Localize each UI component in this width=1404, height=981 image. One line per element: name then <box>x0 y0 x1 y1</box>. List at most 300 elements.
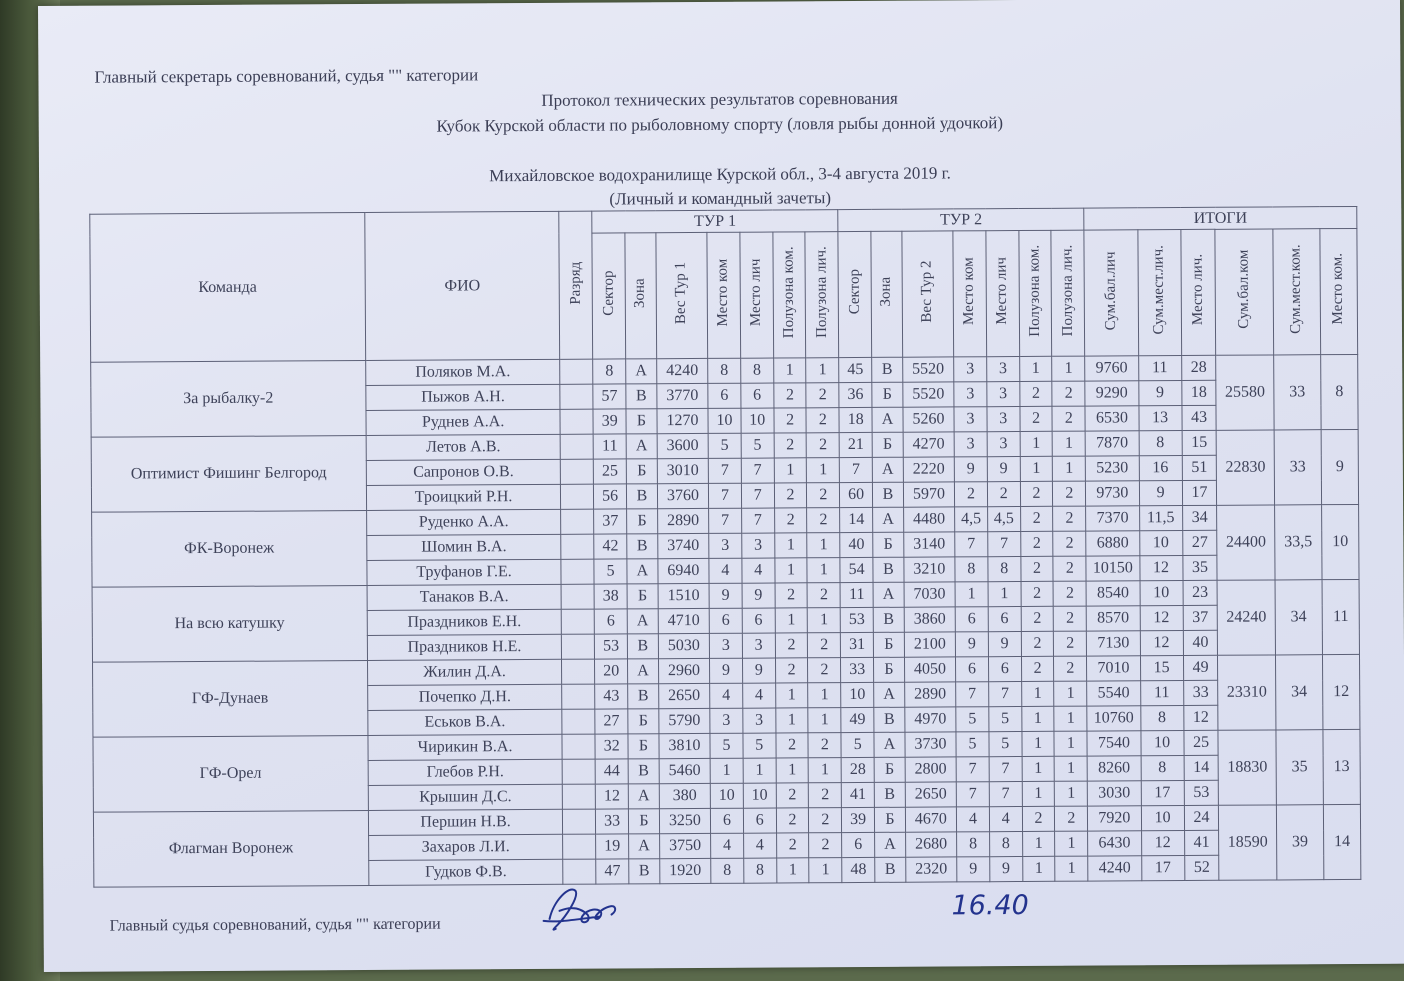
tour2-cell: 2 <box>1021 556 1054 581</box>
tour2-cell: 3 <box>954 382 987 407</box>
header-t2-col: Сектор <box>838 231 872 357</box>
header-t2-col: Полузона лич. <box>1051 230 1085 356</box>
total-cell: 6880 <box>1086 531 1139 556</box>
tour1-cell: В <box>629 859 660 884</box>
tour1-cell: Б <box>628 709 659 734</box>
tour2-cell: 5 <box>989 707 1022 732</box>
rank-cell <box>562 634 595 659</box>
tour1-cell: 2 <box>809 808 842 833</box>
tour1-cell: 6 <box>742 608 775 633</box>
total-cell: 10 <box>1141 806 1184 831</box>
team-points: 24400 <box>1217 505 1275 580</box>
tour2-cell: 3860 <box>904 607 955 632</box>
total-cell: 7370 <box>1086 506 1139 531</box>
tour1-cell: 2 <box>776 783 809 808</box>
tour1-cell: 20 <box>595 659 628 684</box>
tour1-cell: 3600 <box>657 433 708 458</box>
tour1-cell: 1 <box>775 558 808 583</box>
tour1-cell: 7 <box>741 508 774 533</box>
tour2-cell: 9 <box>957 857 990 882</box>
tour1-cell: 2 <box>807 433 840 458</box>
participant-name: Гудков Ф.В. <box>368 859 563 885</box>
team-place: 10 <box>1322 504 1359 579</box>
tour1-cell: 1 <box>774 533 807 558</box>
tour1-cell: 2 <box>776 808 809 833</box>
tour2-cell: 14 <box>840 507 873 532</box>
tour2-cell: 2800 <box>905 757 956 782</box>
tour1-cell: 3 <box>709 533 742 558</box>
total-cell: 37 <box>1183 605 1218 630</box>
rank-cell <box>563 809 596 834</box>
header-t2-col: Полузона ком. <box>1019 230 1053 356</box>
tour2-cell: 3 <box>987 357 1020 382</box>
tour2-cell: В <box>874 707 905 732</box>
total-cell: 51 <box>1182 455 1217 480</box>
tour2-cell: 3 <box>954 432 987 457</box>
tour2-cell: 9 <box>987 457 1020 482</box>
tour1-cell: 1 <box>710 758 743 783</box>
tour2-cell: Б <box>874 757 905 782</box>
tour2-cell: 53 <box>840 607 873 632</box>
chief-judge-line: Главный судья соревнований, судья "" категории <box>109 915 441 935</box>
tour1-cell: 44 <box>595 759 628 784</box>
tour2-cell: 5 <box>989 732 1022 757</box>
tour2-cell: 2100 <box>904 632 955 657</box>
tour2-cell: 2 <box>1052 406 1085 431</box>
tour1-cell: 2 <box>806 408 839 433</box>
tour2-cell: 7 <box>840 457 873 482</box>
tour1-cell: Б <box>626 459 657 484</box>
tour2-cell: 5 <box>956 732 989 757</box>
tour2-cell: 40 <box>840 532 873 557</box>
tour1-cell: 1 <box>776 858 809 883</box>
tour1-cell: 12 <box>596 784 629 809</box>
team-places-sum: 33,5 <box>1274 505 1322 580</box>
participant-name: Танаков В.А. <box>367 584 562 610</box>
tour2-cell: 2 <box>1055 806 1088 831</box>
tour1-cell: 2 <box>808 633 841 658</box>
team-places-sum: 33 <box>1273 355 1321 430</box>
participant-name: Еськов В.А. <box>368 709 563 735</box>
team-points: 18830 <box>1218 730 1276 805</box>
tour1-cell: 2 <box>776 733 809 758</box>
tour1-cell: 2 <box>806 383 839 408</box>
total-cell: 8 <box>1140 706 1183 731</box>
total-cell: 5230 <box>1086 456 1139 481</box>
tour1-cell: 8 <box>744 858 777 883</box>
team-points: 22830 <box>1217 430 1275 505</box>
tour2-cell: 1 <box>1020 456 1053 481</box>
tour2-cell: 5 <box>956 707 989 732</box>
tour2-cell: В <box>872 482 903 507</box>
tour1-cell: В <box>627 534 658 559</box>
header-totals: ИТОГИ <box>1084 206 1357 230</box>
total-cell: 7130 <box>1087 631 1140 656</box>
team-place: 11 <box>1322 579 1359 654</box>
signature-image <box>539 880 629 941</box>
tour1-cell: 2 <box>774 408 807 433</box>
tour1-cell: 10 <box>708 408 741 433</box>
tour2-cell: 2 <box>1021 656 1054 681</box>
total-cell: 11 <box>1140 681 1183 706</box>
tour2-cell: 9 <box>955 632 988 657</box>
tour2-cell: 4480 <box>903 507 954 532</box>
rank-cell <box>560 359 593 384</box>
total-cell: 8 <box>1141 756 1184 781</box>
team-points: 18590 <box>1219 805 1277 880</box>
tour1-cell: 380 <box>659 783 710 808</box>
tour2-cell: 1 <box>1022 856 1055 881</box>
tour1-cell: 2 <box>774 508 807 533</box>
tour2-cell: 7 <box>989 782 1022 807</box>
total-cell: 11 <box>1138 356 1181 381</box>
tour1-cell: А <box>626 434 657 459</box>
team-places-sum: 33 <box>1274 430 1322 505</box>
tour2-cell: 41 <box>842 782 875 807</box>
tour1-cell: 1 <box>775 683 808 708</box>
header-t1-col: Полузона лич. <box>805 232 839 358</box>
tour2-cell: 2 <box>1020 406 1053 431</box>
team-place: 8 <box>1321 354 1358 429</box>
header-team: Команда <box>90 213 366 363</box>
tour1-cell: 3 <box>742 633 775 658</box>
tour1-cell: 7 <box>709 508 742 533</box>
tour1-cell: 57 <box>593 384 626 409</box>
team-name: Флагман Воронеж <box>93 810 368 887</box>
total-cell: 3030 <box>1088 781 1141 806</box>
tour1-cell: 8 <box>593 359 626 384</box>
tour1-cell: 1 <box>807 558 840 583</box>
total-cell: 17 <box>1182 480 1217 505</box>
tour1-cell: 3 <box>710 708 743 733</box>
tour2-cell: 1 <box>1055 781 1088 806</box>
tour1-cell: 1 <box>775 608 808 633</box>
tour1-cell: 2 <box>807 483 840 508</box>
tour2-cell: 2 <box>1054 606 1087 631</box>
tour2-cell: 1 <box>1053 431 1086 456</box>
participant-name: Поляков М.А. <box>365 359 560 385</box>
total-cell: 13 <box>1139 406 1182 431</box>
rank-cell <box>562 684 595 709</box>
rank-cell <box>561 584 594 609</box>
tour1-cell: 2 <box>775 633 808 658</box>
tour2-cell: 1 <box>1055 831 1088 856</box>
tour1-cell: 4240 <box>656 358 707 383</box>
tour2-cell: А <box>875 832 906 857</box>
tour2-cell: В <box>875 857 906 882</box>
header-t1-col: Сектор <box>592 233 626 359</box>
tour2-cell: 2 <box>1021 631 1054 656</box>
tour1-cell: 1 <box>809 758 842 783</box>
tour2-cell: 49 <box>841 707 874 732</box>
tour2-cell: А <box>872 457 903 482</box>
tour1-cell: В <box>626 384 657 409</box>
tour2-cell: 1 <box>1054 731 1087 756</box>
tour1-cell: А <box>627 559 658 584</box>
tour1-cell: 11 <box>593 434 626 459</box>
tour1-cell: 1510 <box>658 583 709 608</box>
total-cell: 43 <box>1182 405 1217 430</box>
total-cell: 9290 <box>1085 381 1138 406</box>
tour2-cell: 1 <box>1020 431 1053 456</box>
tour1-cell: 37 <box>594 509 627 534</box>
tour2-cell: 7 <box>956 782 989 807</box>
tour2-cell: 2 <box>1053 556 1086 581</box>
total-cell: 28 <box>1181 355 1216 380</box>
tour2-cell: 8 <box>955 557 988 582</box>
team-name: ФК-Воронеж <box>92 511 367 588</box>
header-rank: Разряд <box>559 211 593 359</box>
tour1-cell: 2 <box>775 658 808 683</box>
header-total-col: Место ком. <box>1320 228 1358 354</box>
total-cell: 7920 <box>1088 806 1141 831</box>
total-cell: 9730 <box>1086 481 1139 506</box>
tour2-cell: 3 <box>954 357 987 382</box>
participant-name: Чирикин В.А. <box>368 734 563 760</box>
tour2-cell: 4 <box>989 807 1022 832</box>
tour1-cell: 8 <box>708 358 741 383</box>
participant-name: Руденко А.А. <box>366 509 561 535</box>
tour1-cell: 4 <box>709 558 742 583</box>
tour2-cell: 2 <box>1020 481 1053 506</box>
tour2-cell: 2 <box>1020 506 1053 531</box>
tour1-cell: 1 <box>807 458 840 483</box>
total-cell: 10760 <box>1087 706 1140 731</box>
tour1-cell: 4 <box>742 558 775 583</box>
cup-title: Кубок Курской области по рыболовному спорту (ловля рыбы донной удочкой) <box>436 113 1004 136</box>
total-cell: 33 <box>1183 680 1218 705</box>
tour2-cell: 2680 <box>905 832 956 857</box>
tour1-cell: 2 <box>774 483 807 508</box>
tour2-cell: Б <box>872 382 903 407</box>
tour1-cell: 9 <box>742 658 775 683</box>
tour2-cell: 7030 <box>904 582 955 607</box>
tour2-cell: 1 <box>1021 706 1054 731</box>
tour1-cell: 3010 <box>657 458 708 483</box>
tour2-cell: 2 <box>1053 581 1086 606</box>
total-cell: 7540 <box>1087 731 1140 756</box>
participant-name: Шомин В.А. <box>366 534 561 560</box>
header-total-col: Сум.мест.лич. <box>1137 230 1181 356</box>
participant-name: Троицкий Р.Н. <box>366 484 561 510</box>
tour2-cell: А <box>873 507 904 532</box>
total-cell: 7010 <box>1087 656 1140 681</box>
tour2-cell: А <box>874 682 905 707</box>
total-cell: 10 <box>1140 731 1183 756</box>
total-cell: 12 <box>1140 606 1183 631</box>
tour2-cell: 1 <box>1022 781 1055 806</box>
tour2-cell: 6 <box>988 657 1021 682</box>
tour1-cell: 2 <box>807 508 840 533</box>
total-cell: 16 <box>1139 456 1182 481</box>
tour2-cell: 9 <box>954 457 987 482</box>
secretary-line: Главный секретарь соревнований, судья "" категории <box>94 65 479 87</box>
header-t2-col: Зона <box>871 231 903 357</box>
tour2-cell: 1 <box>1052 356 1085 381</box>
tour1-cell: 3750 <box>659 833 710 858</box>
tour2-cell: 2 <box>954 482 987 507</box>
total-cell: 17 <box>1141 856 1184 881</box>
tour1-cell: А <box>628 784 659 809</box>
tour2-cell: 18 <box>839 407 872 432</box>
tour1-cell: 56 <box>594 484 627 509</box>
tour1-cell: 9 <box>742 583 775 608</box>
tour2-cell: 5520 <box>902 357 953 382</box>
tour2-cell: Б <box>872 432 903 457</box>
participant-name: Почепко Д.Н. <box>367 684 562 710</box>
team-places-sum: 34 <box>1275 655 1323 730</box>
tour2-cell: 1 <box>1055 856 1088 881</box>
total-cell: 9760 <box>1085 356 1138 381</box>
total-cell: 18 <box>1181 380 1216 405</box>
team-name: На всю катушку <box>92 586 367 663</box>
total-cell: 52 <box>1184 855 1219 880</box>
total-cell: 14 <box>1184 755 1219 780</box>
tour1-cell: 2 <box>809 833 842 858</box>
team-name: ГФ-Орел <box>93 735 368 812</box>
tour1-cell: Б <box>626 409 657 434</box>
total-cell: 12 <box>1139 556 1182 581</box>
tour2-cell: 1 <box>1055 756 1088 781</box>
rank-cell <box>562 609 595 634</box>
tour2-cell: 1 <box>1021 681 1054 706</box>
tour1-cell: А <box>628 659 659 684</box>
header-t1-col: Место ком <box>707 232 741 358</box>
team-name: За рыбалку-2 <box>91 361 366 438</box>
results-body <box>91 354 1361 887</box>
team-place: 14 <box>1323 804 1360 879</box>
team-points: 24240 <box>1217 580 1275 655</box>
team-places-sum: 39 <box>1276 805 1324 880</box>
tour1-cell: 8 <box>741 358 774 383</box>
tour1-cell: 19 <box>596 834 629 859</box>
total-cell: 10 <box>1139 531 1182 556</box>
participant-name: Захаров Л.И. <box>368 834 563 860</box>
tour1-cell: В <box>626 484 657 509</box>
tour2-cell: 4670 <box>905 807 956 832</box>
header-tour2: ТУР 2 <box>838 208 1084 232</box>
tour1-cell: 1 <box>775 708 808 733</box>
tour2-cell: 11 <box>840 582 873 607</box>
tour1-cell: 3740 <box>658 533 709 558</box>
tour2-cell: Б <box>873 632 904 657</box>
header-t2-col: Вес Тур 2 <box>902 231 954 357</box>
tour1-cell: 5 <box>741 433 774 458</box>
tour2-cell: 2 <box>1052 381 1085 406</box>
tour2-cell: 2890 <box>904 682 955 707</box>
tour1-cell: 3 <box>709 633 742 658</box>
tour1-cell: А <box>629 834 660 859</box>
rank-cell <box>563 834 596 859</box>
tour1-cell: 1 <box>774 458 807 483</box>
total-cell: 40 <box>1183 630 1218 655</box>
tour1-cell: 2 <box>808 658 841 683</box>
tour1-cell: 3810 <box>659 733 710 758</box>
total-cell: 5540 <box>1087 681 1140 706</box>
tour1-cell: 7 <box>708 458 741 483</box>
participant-name: Крышин Д.С. <box>368 784 563 810</box>
participant-name: Глебов Р.Н. <box>368 759 563 785</box>
tour1-cell: 6940 <box>658 558 709 583</box>
tour1-cell: 42 <box>594 534 627 559</box>
tour1-cell: 4710 <box>658 608 709 633</box>
tour1-cell: 38 <box>594 584 627 609</box>
tour2-cell: 7 <box>956 682 989 707</box>
tour2-cell: 1 <box>1022 831 1055 856</box>
header-total-col: Сум.бал.ком <box>1215 229 1273 355</box>
participant-name: Пыжов А.Н. <box>366 384 561 410</box>
header-t1-col: Полузона ком. <box>773 232 807 358</box>
tour1-cell: 2 <box>774 433 807 458</box>
total-cell: 10 <box>1140 581 1183 606</box>
tour1-cell: 2 <box>773 383 806 408</box>
tour1-cell: 6 <box>710 808 743 833</box>
tour1-cell: 27 <box>595 709 628 734</box>
tour1-cell: Б <box>628 809 659 834</box>
team-place: 13 <box>1323 729 1360 804</box>
rank-cell <box>561 509 594 534</box>
tour2-cell: А <box>873 582 904 607</box>
tour1-cell: 2 <box>775 583 808 608</box>
tour2-cell: 6 <box>956 657 989 682</box>
tour2-cell: 8 <box>989 832 1022 857</box>
total-cell: 6530 <box>1085 406 1138 431</box>
tour2-cell: 2 <box>1053 481 1086 506</box>
tour2-cell: 48 <box>842 857 875 882</box>
total-cell: 7870 <box>1085 431 1138 456</box>
tour2-cell: 3140 <box>904 532 955 557</box>
tour1-cell: А <box>627 609 658 634</box>
tour1-cell: 8 <box>711 858 744 883</box>
tour2-cell: 2 <box>987 482 1020 507</box>
tour2-cell: 31 <box>841 632 874 657</box>
tour1-cell: 1 <box>807 533 840 558</box>
place-date: Михайловское водохранилище Курской обл., 3-4 августа 2019 г. <box>489 163 951 186</box>
tour1-cell: 10 <box>743 783 776 808</box>
tour1-cell: 53 <box>595 634 628 659</box>
total-cell: 9 <box>1139 481 1182 506</box>
tour2-cell: В <box>873 607 904 632</box>
tour1-cell: 6 <box>741 383 774 408</box>
tour1-cell: 10 <box>710 783 743 808</box>
tour2-cell: 5 <box>841 732 874 757</box>
rank-cell <box>562 659 595 684</box>
tour2-cell: 4050 <box>904 657 955 682</box>
tour1-cell: 4 <box>742 683 775 708</box>
tour1-cell: 43 <box>595 684 628 709</box>
tour1-cell: 3770 <box>657 383 708 408</box>
protocol-title: Протокол технических результатов соревнования <box>541 88 898 110</box>
rank-cell <box>561 434 594 459</box>
tour2-cell: 2 <box>1022 806 1055 831</box>
total-cell: 15 <box>1182 430 1217 455</box>
tour2-cell: 3 <box>954 407 987 432</box>
tour2-cell: 2 <box>1021 581 1054 606</box>
rank-cell <box>561 459 594 484</box>
tour1-cell: 1270 <box>657 408 708 433</box>
tour1-cell: 5 <box>594 559 627 584</box>
tour1-cell: 1 <box>809 858 842 883</box>
tour2-cell: 1 <box>1054 681 1087 706</box>
tour2-cell: 3210 <box>904 557 955 582</box>
header-total-col: Сум.бал.лич <box>1084 230 1138 356</box>
tour2-cell: 10 <box>841 682 874 707</box>
total-cell: 27 <box>1182 530 1217 555</box>
tour2-cell: 8 <box>988 557 1021 582</box>
tour2-cell: 1 <box>1053 456 1086 481</box>
tour1-cell: 32 <box>595 734 628 759</box>
tour2-cell: 5260 <box>903 407 954 432</box>
